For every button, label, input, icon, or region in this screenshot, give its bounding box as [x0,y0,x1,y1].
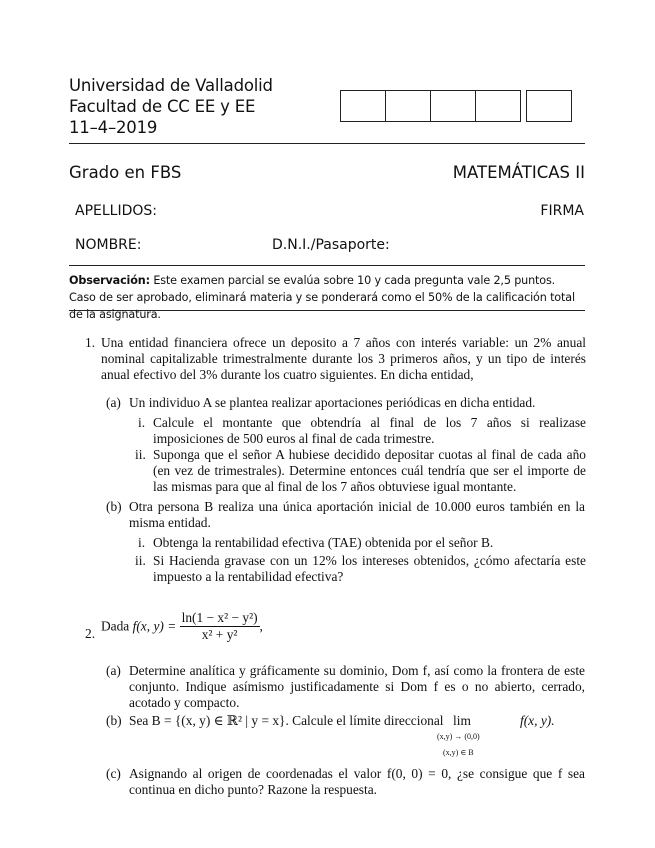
subitem-text: Si Hacienda gravase con un 12% los intereses obtenidos, ¿cómo afectaría este impuesto a la rentabilidad efectiva? [153,553,586,585]
fraction-numerator: ln(1 − x² − y²) [181,610,258,625]
item-text: Un individuo A se plantea realizar aportaciones periódicas en dicha entidad. [129,395,536,410]
subject-name: MATEMÁTICAS II [452,163,585,182]
item-label: (a) [106,663,121,678]
limit-subscript-2: (x,y) ∈ B [443,748,474,757]
item-label: (b) [106,713,122,728]
item-text: Determine analítica y gráficamente su dominio, Dom f, así como la frontera de este conjunto. Indique asímismo justificadamente si Dom f es o no abierto, cerrado, acotado y compacto. [129,663,585,711]
faculty-name: Facultad de CC EE y EE [69,97,256,116]
grade-box-3[interactable] [430,90,476,122]
subitem-label: ii. [135,553,146,568]
grade-box-1[interactable] [340,90,386,122]
subitem-label: i. [138,415,146,430]
function-name: f(x, y) = [132,618,177,634]
fraction-denominator: x² + y² [201,627,238,642]
subitem-label: i. [138,535,146,550]
university-name: Universidad de Valladolid [69,76,273,95]
grade-boxes [341,90,572,122]
id-label: D.N.I./Pasaporte: [272,237,390,253]
signature-label: FIRMA [540,203,584,219]
divider [69,310,585,311]
item-text: Sea B = {(x, y) ∈ ℝ² | y = x}. Calcule el límite direccional [129,713,444,728]
degree-name: Grado en FBS [69,163,182,182]
question-number: 2. [85,626,96,641]
question-number: 1. [85,335,96,350]
item-text: Asignando al origen de coordenadas el valor f(0, 0) = 0, ¿se consigue que f sea continua en dicho punto? Razone la respuesta. [129,766,585,798]
item-label: (c) [106,766,121,781]
limit-function: f(x, y). [520,713,555,728]
subitem-text: Obtenga la rentabilidad efectiva (TAE) obtenida por el señor B. [153,535,494,550]
item-label: (a) [106,395,121,410]
grade-box-total[interactable] [526,90,572,122]
surname-label: APELLIDOS: [75,203,157,219]
observation-label: Observación: [69,274,150,287]
fraction [180,610,260,643]
subitem-text: Suponga que el señor A hubiese decidido depositar cuotas al final de cada año (en vez de trimestrales). Determine entonces cuál tendría que ser el importe de las mismas para que al final de los 7 años obtuviese igual montante. [153,447,586,495]
subitem-label: ii. [135,447,146,462]
observation-note [69,272,585,323]
observation-text: Este examen parcial se evalúa sobre 10 y cada pregunta vale 2,5 puntos. Caso de ser aprobado, eliminará materia y se ponderará como el 50% de la calificación total de la asignatura. [69,274,575,321]
grade-box-4[interactable] [475,90,521,122]
divider [69,265,585,266]
question-intro: Dada [101,618,130,634]
item-text: Otra persona B realiza una única aportación inicial de 10.000 euros también en la misma entidad. [129,499,585,531]
subitem-text: Calcule el montante que obtendría al final de los 7 años si realizase imposiciones de 500 euros al final de cada trimestre. [153,415,586,447]
item-label: (b) [106,499,122,514]
comma: , [259,618,263,634]
divider [69,143,585,144]
institution-block [69,75,273,138]
question-formula [101,610,263,643]
exam-date: 11–4–2019 [69,118,158,137]
question-text: Una entidad financiera ofrece un deposito a 7 años con interés variable: un 2% anual nominal capitalizable trimestralmente durante los 3 primeros años, y un tipo de interés anual efectivo del 3% durante los cuatro siguientes. En dicha entidad, [101,335,586,383]
grade-box-2[interactable] [385,90,431,122]
name-label: NOMBRE: [75,237,142,253]
limit-word: lim [453,713,471,728]
limit-subscript-1: (x,y) → (0,0) [437,732,480,741]
